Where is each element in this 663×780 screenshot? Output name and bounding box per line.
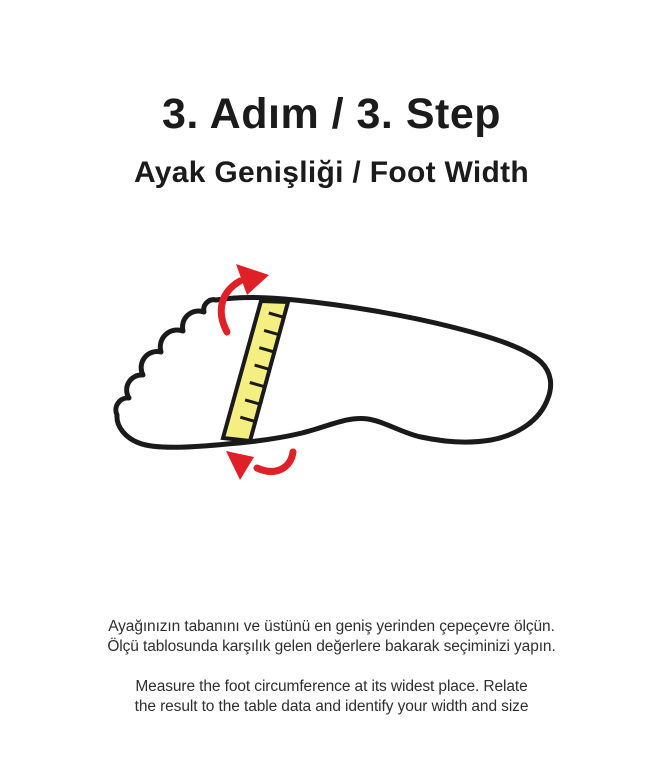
- turkish-line-2: Ölçü tablosunda karşılık gelen değerlere bakarak seçiminizi yapın.: [107, 637, 556, 655]
- instructions-turkish: [0, 617, 663, 657]
- foot-measurement-illustration: [0, 251, 663, 491]
- english-line-2: the result to the table data and identify your width and size: [134, 697, 529, 715]
- header: [0, 0, 663, 191]
- instructions: [0, 617, 663, 717]
- english-line-1: Measure the foot circumference at its widest place. Relate: [135, 677, 528, 695]
- page-title: 3. Adım / 3. Step: [161, 90, 502, 138]
- wrap-arrow-bottom-icon: [226, 451, 293, 480]
- page-subtitle: Ayak Genişliği / Foot Width: [133, 156, 530, 190]
- turkish-line-1: Ayağınızın tabanını ve üstünü en geniş yerinden çepeçevre ölçün.: [108, 617, 555, 635]
- wrap-arrow-bottom-head: [226, 451, 254, 480]
- instructions-english: [0, 677, 663, 717]
- wrap-arrow-bottom-tail: [257, 452, 293, 471]
- foot-measurement-svg: [0, 251, 663, 491]
